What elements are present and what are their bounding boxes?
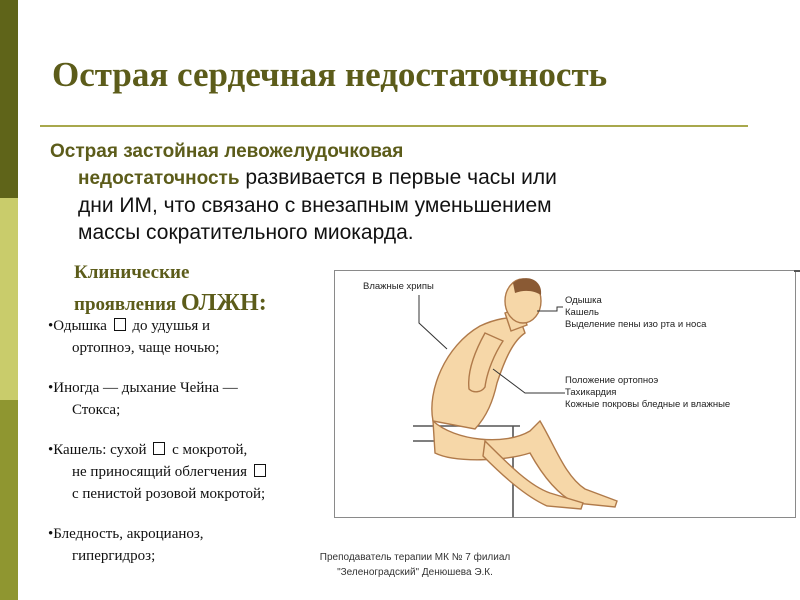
symptom-text: с пенистой розовой мокротой;	[72, 486, 266, 502]
label-group-2	[565, 375, 730, 411]
subtitle-highlight-2: недостаточность	[78, 168, 240, 189]
symptom-text: гипергидроз;	[72, 548, 156, 564]
footer-line1: Преподаватель терапии МК № 7 филиал	[319, 552, 511, 563]
sidebar-segment-mid	[0, 400, 18, 600]
symptom-text: •Бледность, акроцианоз,	[48, 526, 204, 542]
label-text: Тахикардия	[565, 387, 617, 398]
subtitle-body	[50, 164, 770, 246]
symptom-text: ортопноэ, чаще ночью;	[72, 340, 220, 356]
symptom-text: •Кашель: сухой	[48, 442, 147, 458]
footer	[265, 550, 565, 580]
label-rales: Влажные хрипы	[363, 281, 434, 292]
list-item	[48, 315, 318, 359]
label-text: Кожные покровы бледные и влажные	[565, 399, 731, 410]
clinical-heading	[74, 258, 267, 320]
label-text: Кашель	[565, 307, 599, 318]
subtitle-block	[50, 140, 770, 246]
sidebar-segment-dark	[0, 0, 18, 198]
title-rule	[40, 125, 748, 127]
symptom-list	[48, 315, 318, 585]
subtitle-text-1: развивается в первые часы или	[239, 166, 557, 189]
edge-mark	[794, 270, 800, 272]
symptom-text: с мокротой,	[168, 442, 248, 458]
slide-sidebar	[0, 0, 18, 600]
list-item	[48, 439, 318, 505]
subtitle-text-2: дни ИМ, что связано с внезапным уменьшением	[78, 194, 552, 217]
symptom-text: до удушья и	[128, 318, 211, 334]
label-group-1	[565, 295, 706, 331]
clinical-heading-abbr: ОЛЖН:	[180, 290, 267, 316]
arrow-box-icon	[114, 318, 126, 331]
label-text: Выделение пены изо рта и носа	[565, 319, 707, 330]
symptom-text: Стокса;	[72, 402, 121, 418]
list-item	[48, 377, 318, 421]
subtitle-highlight-1: Острая застойная левожелудочковая	[50, 141, 404, 162]
slide-title: Острая сердечная недостаточность	[52, 55, 608, 94]
label-text: Положение ортопноэ	[565, 375, 659, 386]
footer-line2: "Зеленоградский" Денюшева Э.К.	[337, 567, 493, 578]
sidebar-segment-light	[0, 198, 18, 400]
label-text: Одышка	[565, 295, 602, 306]
arrow-box-icon	[153, 442, 165, 455]
symptom-text: •Иногда — дыхание Чейна —	[48, 380, 238, 396]
symptom-text: не приносящий облегчения	[72, 464, 248, 480]
clinical-heading-line1: Клинические	[74, 262, 190, 283]
subtitle-text-3: массы сократительного миокарда.	[78, 221, 414, 244]
clinical-heading-prefix: проявления	[74, 294, 181, 315]
arrow-box-icon	[254, 464, 266, 477]
patient-illustration	[334, 270, 796, 518]
symptom-text: •Одышка	[48, 318, 107, 334]
